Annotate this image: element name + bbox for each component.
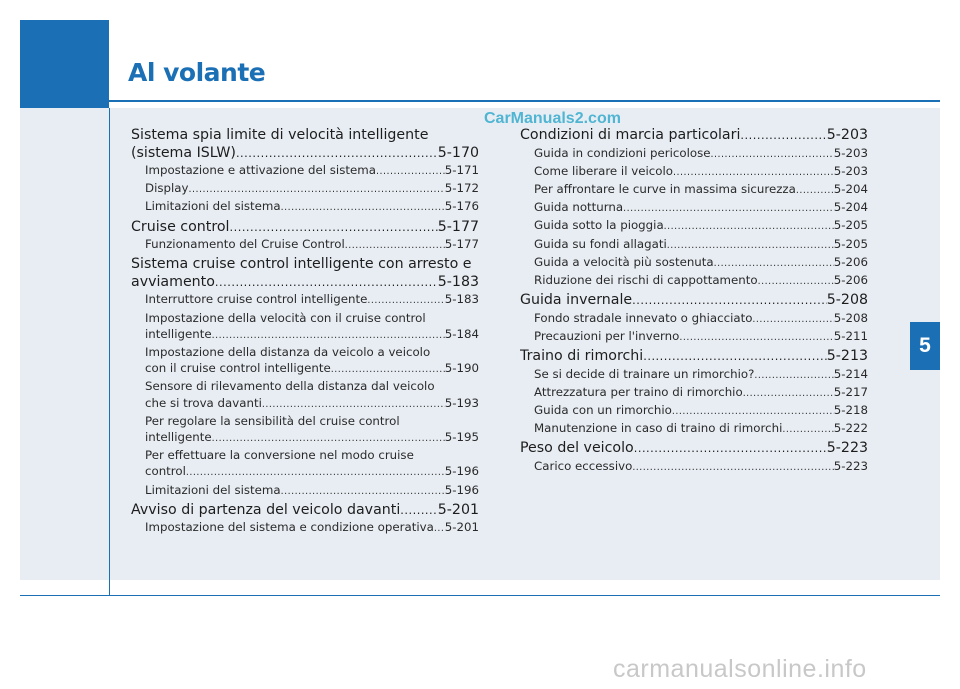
dot-leader (236, 145, 438, 163)
toc-entry-text: Cruise control (131, 218, 230, 235)
toc-subsection-entry[interactable] (520, 272, 868, 290)
toc-subsection-entry[interactable] (131, 310, 479, 344)
toc-entry-text: Manutenzione in caso di traino di rimorchi (534, 421, 783, 436)
page-number: 5-190 (444, 361, 479, 376)
toc-entry-text: Display (145, 181, 189, 196)
page-number: 5-183 (444, 292, 479, 307)
toc-entry-text: Impostazione della distanza da veicolo a veicolo (145, 344, 431, 359)
toc-entry-text: Guida in condizioni pericolose (534, 145, 711, 160)
toc-subsection-entry[interactable] (131, 291, 479, 309)
toc-entry-text: Come liberare il veicolo (534, 163, 673, 178)
page-number: 5-208 (826, 292, 868, 309)
page-number: 5-170 (437, 144, 479, 161)
page-number: 5-171 (444, 163, 479, 177)
page-number: 5-183 (437, 273, 479, 290)
dot-leader (632, 292, 827, 310)
toc-subsection-entry[interactable] (520, 236, 868, 254)
page-number: 5-184 (444, 326, 479, 341)
toc-subsection-entry[interactable] (520, 366, 868, 384)
toc-entry-text: Attrezzatura per traino di rimorchio (534, 384, 743, 399)
toc-entry-text: Guida con un rimorchio (534, 402, 672, 417)
toc-entry-text: Guida notturna (534, 200, 624, 215)
dot-leader (212, 328, 445, 344)
toc-subsection-entry[interactable] (520, 217, 868, 235)
page-number: 5-223 (833, 458, 868, 473)
toc-entry-text: Impostazione e attivazione del sistema (145, 163, 376, 177)
toc-subsection-entry[interactable] (131, 198, 479, 216)
dot-leader (672, 404, 834, 420)
toc-subsection-entry[interactable] (131, 236, 479, 254)
toc-entry-text: Impostazione della velocità con il cruise control (145, 310, 426, 325)
toc-section-entry[interactable] (520, 440, 868, 458)
page-number: 5-204 (833, 181, 868, 196)
toc-section-entry[interactable] (131, 256, 479, 291)
dot-leader (710, 147, 833, 163)
dot-leader (186, 465, 445, 481)
toc-entry-text: Limitazioni del sistema (145, 482, 281, 497)
footer-rule (20, 595, 940, 596)
page-number: 5-205 (833, 236, 868, 251)
toc-entry-text: Sistema cruise control intelligente con arresto e (131, 256, 472, 273)
page-number: 5-204 (833, 200, 868, 215)
toc-subsection-entry[interactable] (520, 402, 868, 420)
dot-leader (281, 484, 445, 500)
page-number: 5-203 (833, 163, 868, 178)
page-number: 5-211 (833, 328, 868, 343)
toc-subsection-entry[interactable] (131, 413, 479, 447)
page-number: 5-203 (826, 127, 868, 143)
page-number: 5-193 (444, 395, 479, 410)
dot-leader (229, 219, 437, 237)
dot-leader (796, 183, 834, 199)
dot-leader (623, 201, 834, 217)
toc-entry-text: Precauzioni per l'inverno (534, 328, 680, 343)
toc-entry-text: (sistema ISLW) (131, 144, 236, 161)
page-number: 5-177 (444, 237, 479, 252)
dot-leader (752, 312, 833, 328)
dot-leader (331, 362, 445, 378)
dot-leader (782, 422, 833, 438)
toc-entry-text: Traino di rimorchi (520, 348, 644, 365)
toc-entry-text: che si trova davanti (145, 395, 262, 410)
page-number: 5-176 (444, 199, 479, 214)
toc-entry-text: Carico eccessivo (534, 458, 633, 473)
toc-entry-text: Fondo stradale innevato o ghiacciato (534, 310, 753, 325)
toc-entry-text: Per affrontare le curve in massima sicurezza (534, 181, 796, 196)
page-number: 5-201 (444, 520, 479, 535)
toc-section-entry[interactable] (520, 348, 868, 366)
toc-subsection-entry[interactable] (520, 458, 868, 476)
toc-subsection-entry[interactable] (131, 519, 479, 537)
dot-leader (215, 274, 438, 292)
toc-subsection-entry[interactable] (520, 181, 868, 199)
toc-entry-text: Limitazioni del sistema (145, 199, 281, 214)
toc-entry-text: Guida su fondi allagati (534, 236, 667, 251)
toc-entry-text: Peso del veicolo (520, 440, 634, 457)
toc-subsection-entry[interactable] (131, 482, 479, 500)
toc-subsection-entry[interactable] (520, 310, 868, 328)
toc-entry-text: Sistema spia limite di velocità intelligente (131, 127, 429, 143)
page-title: Al volante (128, 58, 266, 87)
toc-entry-text: intelligente (145, 326, 212, 341)
dot-leader (367, 293, 444, 309)
toc-subsection-entry[interactable] (520, 254, 868, 272)
page-number: 5-205 (833, 218, 868, 233)
dot-leader (664, 219, 834, 235)
toc-subsection-entry[interactable] (520, 163, 868, 181)
toc-subsection-entry[interactable] (520, 199, 868, 217)
header-rule (109, 100, 940, 102)
dot-leader (673, 165, 834, 181)
chapter-tab[interactable]: 5 (910, 322, 940, 370)
dot-leader (376, 164, 445, 180)
toc-entry-text: Riduzione dei rischi di cappottamento (534, 272, 758, 287)
page-number: 5-217 (833, 384, 868, 399)
page-number: 5-201 (437, 501, 479, 518)
page-number: 5-214 (833, 366, 868, 381)
toc-entry-text: Funzionamento del Cruise Control (145, 237, 345, 252)
dot-leader (345, 238, 445, 254)
page-number: 5-196 (444, 482, 479, 497)
toc-entry-text: Impostazione del sistema e condizione operativa (145, 520, 434, 535)
toc-entry-text: Sensore di rilevamento della distanza dal veicolo (145, 379, 435, 394)
toc-column-left (131, 125, 479, 537)
toc-subsection-entry[interactable] (520, 145, 868, 163)
toc-section-entry[interactable] (131, 502, 479, 520)
watermark-logo: CarManuals2.com (484, 110, 621, 127)
dot-leader (212, 431, 445, 447)
dot-leader (743, 386, 834, 402)
dot-leader (758, 274, 834, 290)
page-number: 5-195 (444, 429, 479, 444)
dot-leader (188, 182, 444, 198)
dot-leader (754, 368, 833, 384)
toc-subsection-entry[interactable] (131, 344, 479, 378)
page-number: 5-206 (833, 254, 868, 269)
toc-section-entry[interactable] (520, 292, 868, 310)
dot-leader (643, 348, 827, 366)
toc-entry-text: Interruttore cruise control intelligente (145, 292, 368, 307)
page-number: 5-213 (826, 348, 868, 365)
toc-entry-text: Se si decide di trainare un rimorchio? (534, 366, 755, 381)
page-number: 5-223 (826, 440, 868, 457)
page-number: 5-172 (444, 181, 479, 196)
toc-section-entry[interactable] (520, 127, 868, 145)
dot-leader (740, 127, 826, 145)
page-number: 5-208 (833, 310, 868, 325)
toc-entry-text: control (145, 464, 186, 479)
toc-entry-text: con il cruise control intelligente (145, 361, 331, 376)
toc-section-entry[interactable] (131, 127, 479, 162)
toc-entry-text: Guida sotto la pioggia (534, 218, 664, 233)
toc-subsection-entry[interactable] (131, 180, 479, 198)
toc-subsection-entry[interactable] (520, 328, 868, 346)
watermark-footer: carmanualsonline.info (613, 655, 867, 683)
dot-leader (632, 460, 833, 476)
toc-entry-text: intelligente (145, 429, 212, 444)
page-number: 5-196 (444, 464, 479, 479)
dot-leader (281, 200, 445, 216)
dot-leader (679, 330, 833, 346)
toc-column-right (520, 125, 868, 476)
dot-leader (714, 256, 834, 272)
toc-subsection-entry[interactable] (131, 162, 479, 180)
toc-entry-text: Condizioni di marcia particolari (520, 127, 741, 143)
dot-leader (262, 397, 445, 413)
toc-subsection-entry[interactable] (520, 420, 868, 438)
toc-subsection-entry[interactable] (131, 447, 479, 481)
dot-leader (434, 521, 445, 537)
dot-leader (400, 502, 438, 520)
dot-leader (634, 440, 827, 458)
toc-entry-text: avviamento (131, 273, 215, 290)
corner-accent-block (20, 20, 109, 108)
toc-subsection-entry[interactable] (520, 384, 868, 402)
toc-section-entry[interactable] (131, 219, 479, 237)
page-number: 5-222 (833, 421, 868, 436)
toc-entry-text: Avviso di partenza del veicolo davanti (131, 501, 401, 518)
toc-entry-text: Per effettuare la conversione nel modo cruise (145, 448, 414, 463)
toc-entry-text: Per regolare la sensibilità del cruise control (145, 413, 400, 428)
page-number: 5-218 (833, 402, 868, 417)
toc-subsection-entry[interactable] (131, 378, 479, 412)
margin-rule (109, 108, 110, 596)
toc-entry-text: Guida a velocità più sostenuta (534, 254, 714, 269)
page-number: 5-177 (437, 218, 479, 235)
dot-leader (667, 238, 834, 254)
page-number: 5-206 (833, 272, 868, 287)
page-number: 5-203 (833, 145, 868, 160)
toc-entry-text: Guida invernale (520, 292, 633, 309)
